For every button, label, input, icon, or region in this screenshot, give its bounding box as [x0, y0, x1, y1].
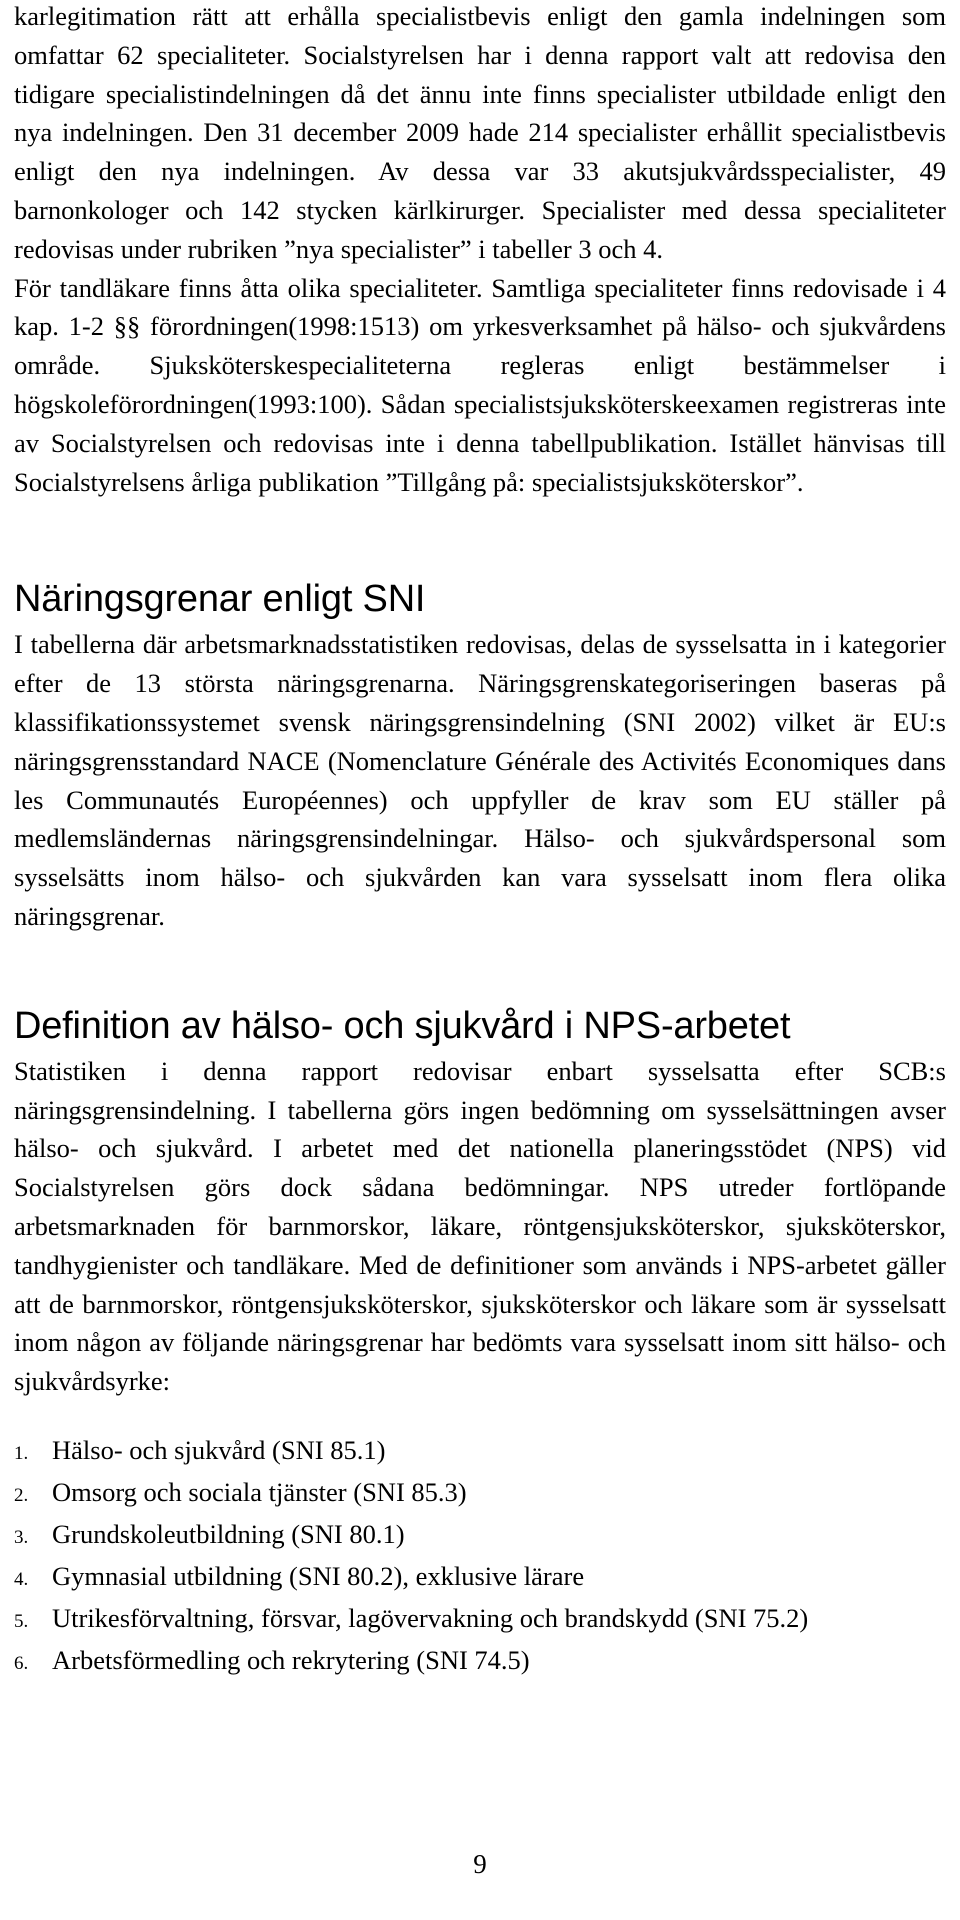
list-item	[14, 1599, 946, 1641]
list-item-number: 5.	[14, 1610, 29, 1632]
list-item-number: 4.	[14, 1568, 29, 1590]
list-item-number: 3.	[14, 1526, 29, 1548]
industry-list	[14, 1431, 946, 1683]
page-number: 9	[473, 1849, 487, 1879]
section-heading-sni: Näringsgrenar enligt SNI	[14, 578, 426, 621]
list-item	[14, 1431, 946, 1473]
list-item	[14, 1557, 946, 1599]
list-item-text: Arbetsförmedling och rekrytering (SNI 74.5)	[52, 1644, 530, 1675]
list-item	[14, 1473, 946, 1515]
sni-paragraph: I tabellerna där arbetsmarknadsstatistiken redovisas, delas de sysselsatta in i kategorier efter de 13 största näringsgrenarna. Näringsgrenskategoriseringen baseras på klassifikationssystemet svensk näringsgrensindelning (SNI 2002) vilket är EU:s näringsgrensstandard NACE (Nomenclature Générale des Activités Economiques dans les Communautés Européennes) och uppfyller de krav som EU ställer på medlemsländernas näringsgrensindelningar. Hälso- och sjukvårdspersonal som sysselsätts inom hälso- och sjukvården kan vara sysselsatt inom flera olika näringsgrenar.	[14, 629, 946, 931]
nps-paragraph: Statistiken i denna rapport redovisar enbart sysselsatta efter SCB:s näringsgrensindelning. I tabellerna görs ingen bedömning om sysselsättningen avser hälso- och sjukvård. I arbetet med det nationella planeringsstödet (NPS) vid Socialstyrelsen görs dock sådana bedömningar. NPS utreder fortlöpande arbetsmarknaden för barnmorskor, läkare, röntgensjuksköterskor, sjuksköterskor, tandhygienister och tandläkare. Med de definitioner som används i NPS-arbetet gäller att de barnmorskor, röntgensjuksköterskor, sjuksköterskor och läkare som är sysselsatt inom någon av följande näringsgrenar har bedömts vara sysselsatt inom sitt hälso- och sjukvårdsyrke:	[14, 1055, 946, 1397]
list-item-text: Grundskoleutbildning (SNI 80.1)	[52, 1518, 405, 1549]
list-item-text: Hälso- och sjukvård (SNI 85.1)	[52, 1434, 386, 1465]
list-item	[14, 1515, 946, 1557]
list-item-number: 1.	[14, 1442, 29, 1464]
dental-specialties-paragraph: För tandläkare finns åtta olika specialiteter. Samtliga specialiteter finns redovisade i 4 kap. 1-2 §§ förordningen(1998:1513) om yrkesverksamhet på hälso- och sjukvårdens område. Sjuksköterskespecialiteterna regleras enligt bestämmelser i högskoleförordningen(1993:100). Sådan specialistsjuksköterskeexamen registreras inte av Socialstyrelsen och redovisas inte i denna tabellpublikation. Istället hänvisas till Socialstyrelsens årliga publikation ”Tillgång på: specialistsjuksköterskor”.	[14, 272, 946, 497]
section-heading-nps-definition: Definition av hälso- och sjukvård i NPS-arbetet	[14, 1004, 791, 1047]
list-item	[14, 1641, 946, 1683]
list-item-text: Utrikesförvaltning, försvar, lagövervakning och brandskydd (SNI 75.2)	[52, 1602, 809, 1633]
list-item-number: 2.	[14, 1484, 29, 1506]
list-item-text: Omsorg och sociala tjänster (SNI 85.3)	[52, 1476, 467, 1507]
list-item-text: Gymnasial utbildning (SNI 80.2), exklusive lärare	[52, 1560, 585, 1591]
intro-paragraph: karlegitimation rätt att erhålla specialistbevis enligt den gamla indelningen som omfattar 62 specialiteter. Socialstyrelsen har i denna rapport valt att redovisa den tidigare specialistindelningen då det ännu inte finns specialister utbildade enligt den nya indelningen. Den 31 december 2009 hade 214 specialister erhållit specialistbevis enligt den nya indelningen. Av dessa var 33 akutsjukvårdsspecialister, 49 barnonkologer och 142 stycken kärlkirurger. Specialister med dessa specialiteter redovisas under rubriken ”nya specialister” i tabeller 3 och 4.	[14, 1, 946, 264]
list-item-number: 6.	[14, 1652, 29, 1674]
